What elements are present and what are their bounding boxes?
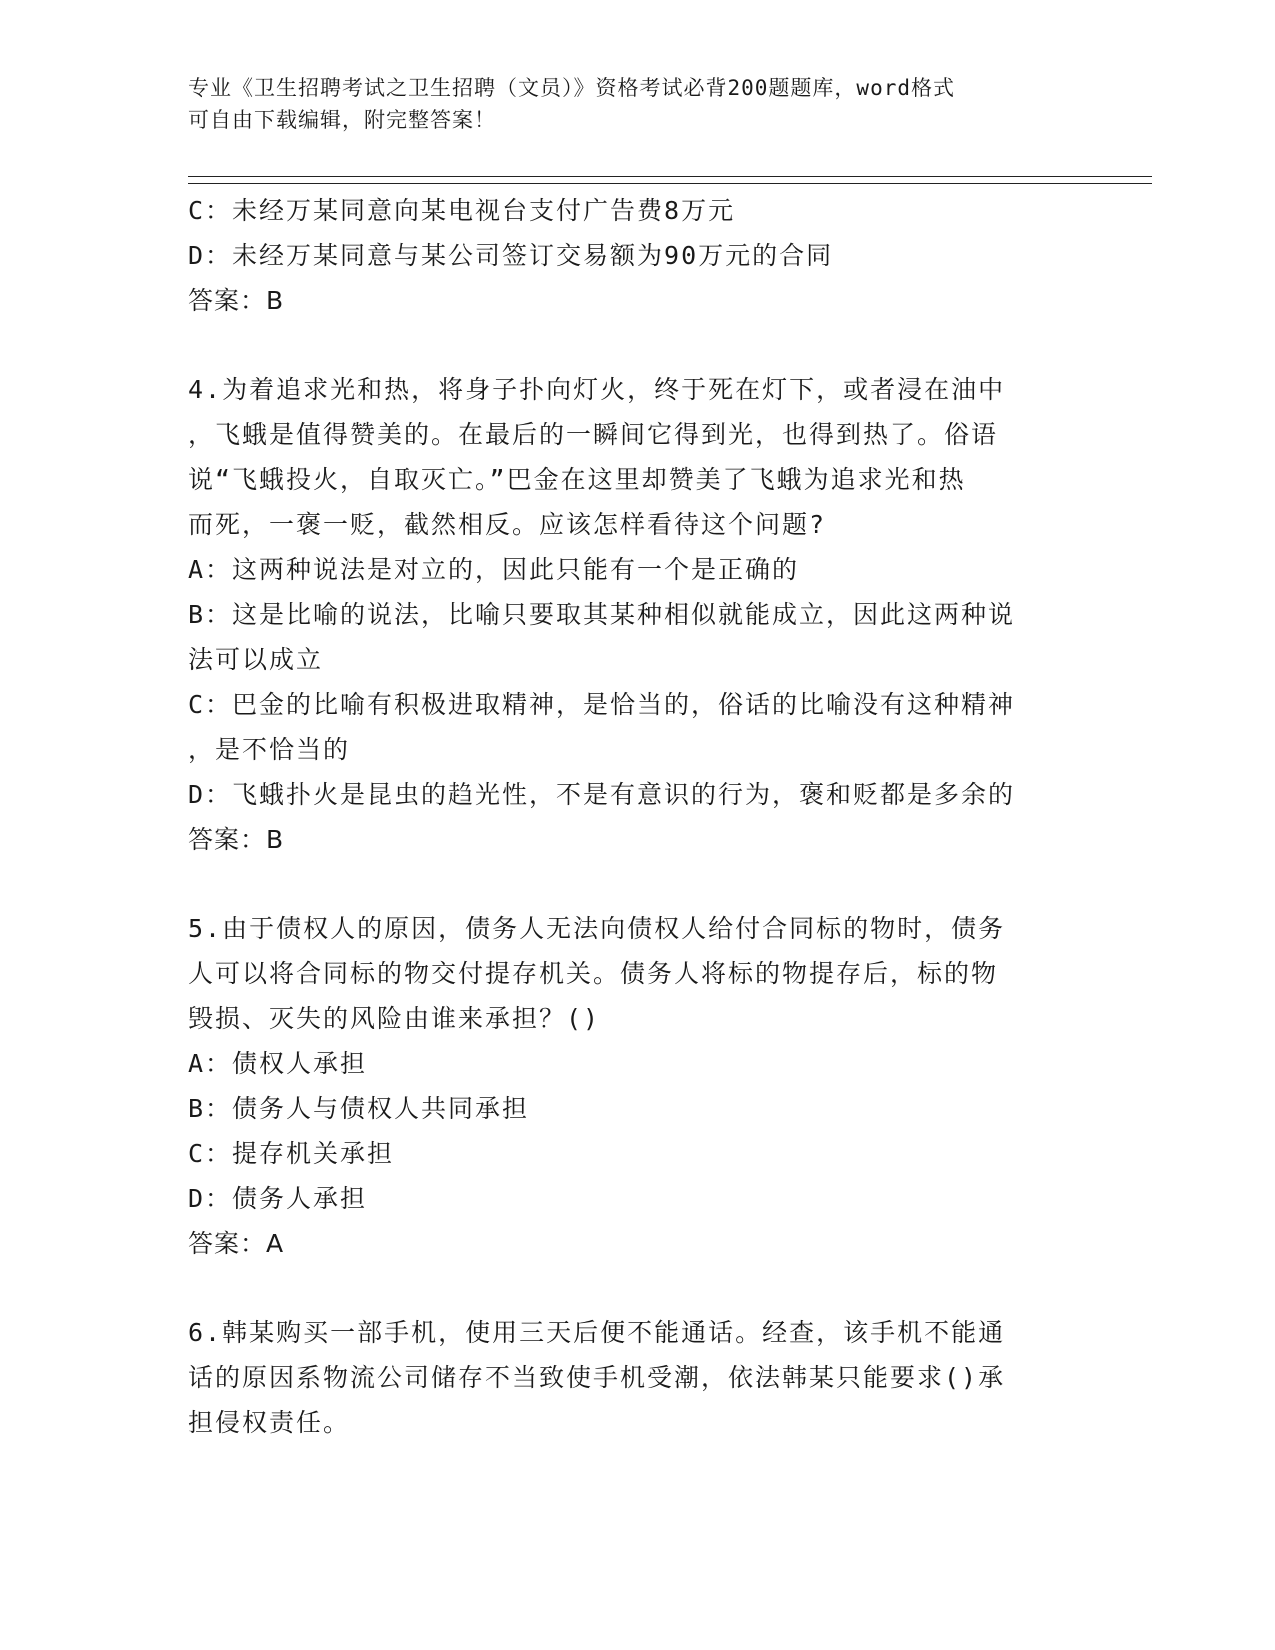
q4-stem-line: ，飞蛾是值得赞美的。在最后的一瞬间它得到光，也得到热了。俗语	[188, 420, 999, 449]
spacer	[188, 323, 1088, 367]
q4-stem-line: 而死，一褒一贬，截然相反。应该怎样看待这个问题?	[188, 510, 827, 539]
question-4	[188, 367, 1088, 862]
q4-answer: 答案：B	[188, 825, 285, 854]
q5-option-c: C：提存机关承担	[188, 1139, 395, 1168]
q4-stem-line: 说“飞蛾投火，自取灭亡。”巴金在这里却赞美了飞蛾为追求光和热	[188, 465, 966, 494]
q4-stem-line: 4.为着追求光和热，将身子扑向灯火，终于死在灯下，或者浸在油中	[188, 375, 1006, 404]
q5-option-a: A：债权人承担	[188, 1049, 368, 1078]
q5-stem-line: 毁损、灭失的风险由谁来承担？()	[188, 1004, 601, 1033]
q4-option-c-cont: ，是不恰当的	[188, 735, 351, 764]
q5-answer: 答案：A	[188, 1229, 285, 1258]
q4-option-a: A：这两种说法是对立的，因此只能有一个是正确的	[188, 555, 800, 584]
spacer	[188, 862, 1088, 906]
q5-option-b: B：债务人与债权人共同承担	[188, 1094, 530, 1123]
header-divider	[188, 176, 1152, 184]
q5-stem-line: 人可以将合同标的物交付提存机关。债务人将标的物提存后，标的物	[188, 959, 999, 988]
question-content	[188, 188, 1088, 1445]
q3-option-d: D：未经万某同意与某公司签订交易额为90万元的合同	[188, 241, 834, 270]
q3-answer: 答案：B	[188, 286, 285, 315]
q6-stem-line: 话的原因系物流公司储存不当致使手机受潮，依法韩某只能要求()承	[188, 1363, 1006, 1392]
q5-option-d: D：债务人承担	[188, 1184, 368, 1213]
q4-option-b: B：这是比喻的说法，比喻只要取其某种相似就能成立，因此这两种说	[188, 600, 1016, 629]
q4-option-d: D：飞蛾扑火是昆虫的趋光性，不是有意识的行为，褒和贬都是多余的	[188, 780, 1016, 809]
question-3	[188, 188, 1088, 323]
header-line-2: 可自由下载编辑，附完整答案！	[188, 108, 496, 132]
q6-stem-line: 6.韩某购买一部手机，使用三天后便不能通话。经查，该手机不能通	[188, 1318, 1006, 1347]
q4-option-b-cont: 法可以成立	[188, 645, 324, 674]
q5-stem-line: 5.由于债权人的原因，债务人无法向债权人给付合同标的物时，债务	[188, 914, 1006, 943]
q6-stem-line: 担侵权责任。	[188, 1408, 351, 1437]
question-6	[188, 1310, 1088, 1445]
document-header	[188, 72, 1068, 136]
q3-option-c: C：未经万某同意向某电视台支付广告费8万元	[188, 196, 736, 225]
question-5	[188, 906, 1088, 1266]
q4-option-c: C：巴金的比喻有积极进取精神，是恰当的，俗话的比喻没有这种精神	[188, 690, 1016, 719]
header-line-1: 专业《卫生招聘考试之卫生招聘（文员）》资格考试必背200题题库，word格式	[188, 76, 955, 100]
spacer	[188, 1266, 1088, 1310]
